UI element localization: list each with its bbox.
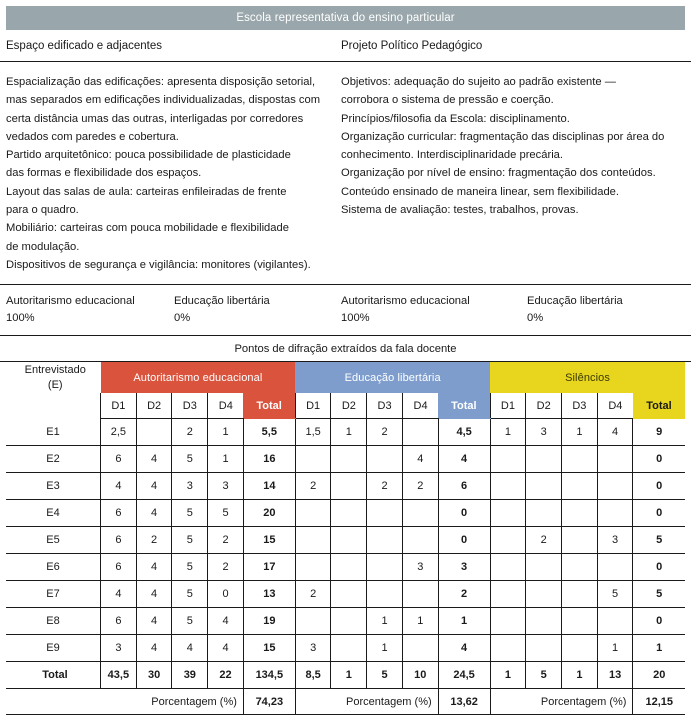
cell-e6-g2-d1 xyxy=(295,554,331,581)
cell-e9-g3-d2 xyxy=(526,635,562,662)
cell-e1-g1-d3: 2 xyxy=(172,419,208,446)
left-line: mas separados em edificações individualizadas, dispostas com xyxy=(6,94,321,107)
cell-e8-g1-d2: 4 xyxy=(136,608,172,635)
cell-e3-g2-d2 xyxy=(331,473,367,500)
cell-e9-g2-d3: 1 xyxy=(367,635,403,662)
table-row xyxy=(6,581,685,608)
left-line: Layout das salas de aula: carteiras enfileiradas de frente xyxy=(6,185,287,198)
cell-e1-g3-d4: 4 xyxy=(597,419,633,446)
cell-e5-g3-total: 5 xyxy=(633,527,685,554)
table-caption: Pontos de difração extraídos da fala docente xyxy=(0,336,691,362)
pct-value: 0% xyxy=(174,312,191,325)
cell-e8-g2-d2 xyxy=(331,608,367,635)
totals-row xyxy=(6,662,685,689)
percentage-value-1: 74,23 xyxy=(243,689,295,715)
table-row xyxy=(6,419,685,446)
cell-e8-g3-d4 xyxy=(597,608,633,635)
column-body-right xyxy=(341,73,685,274)
cell-e6-g3-d1 xyxy=(490,554,526,581)
row-header-label xyxy=(6,362,101,393)
pct-cell xyxy=(527,293,685,327)
cell-e4-g3-d3 xyxy=(562,500,598,527)
cell-e7-g2-d4 xyxy=(402,581,438,608)
cell-e7-g2-total: 2 xyxy=(438,581,490,608)
row-header-line1: Entrevistado xyxy=(24,363,86,376)
total-g2-d4: 10 xyxy=(402,662,438,689)
pct-cell xyxy=(6,293,174,327)
cell-e9-g2-d2 xyxy=(331,635,367,662)
cell-e1-g3-total: 9 xyxy=(633,419,685,446)
cell-e2-g2-d4: 4 xyxy=(402,446,438,473)
pct-label: Educação libertária xyxy=(527,295,623,308)
total-g3-d1: 1 xyxy=(490,662,526,689)
total-g2-d3: 5 xyxy=(367,662,403,689)
cell-e7-g1-d2: 4 xyxy=(136,581,172,608)
cell-e4-g3-total: 0 xyxy=(633,500,685,527)
sub-header-3-d1: D1 xyxy=(490,393,526,419)
total-g1-total: 134,5 xyxy=(243,662,295,689)
cell-e6-g1-d2: 4 xyxy=(136,554,172,581)
cell-e1-g2-d4 xyxy=(402,419,438,446)
table-row xyxy=(6,554,685,581)
cell-e1-g1-d1: 2,5 xyxy=(101,419,137,446)
total-g1-d2: 30 xyxy=(136,662,172,689)
cell-e3-g3-d4 xyxy=(597,473,633,500)
cell-e2-g1-d2: 4 xyxy=(136,446,172,473)
cell-e3-g1-d1: 4 xyxy=(101,473,137,500)
cell-e1-g3-d3: 1 xyxy=(562,419,598,446)
cell-e6-g3-total: 0 xyxy=(633,554,685,581)
table-row xyxy=(6,473,685,500)
row-label: E8 xyxy=(6,608,101,635)
cell-e2-g3-total: 0 xyxy=(633,446,685,473)
cell-e5-g3-d3 xyxy=(562,527,598,554)
cell-e7-g1-d3: 5 xyxy=(172,581,208,608)
left-line: Dispositivos de segurança e vigilância: monitores (vigilantes). xyxy=(6,258,311,271)
cell-e3-g3-d3 xyxy=(562,473,598,500)
figure-page xyxy=(0,6,691,728)
cell-e6-g1-total: 17 xyxy=(243,554,295,581)
cell-e9-g1-d2: 4 xyxy=(136,635,172,662)
left-line: das formas e flexibilidade dos espaços. xyxy=(6,167,202,180)
sub-header-2-d2: D2 xyxy=(331,393,367,419)
right-line: conhecimento. Interdisciplinaridade precária. xyxy=(341,149,564,162)
cell-e2-g2-d1 xyxy=(295,446,331,473)
total-g3-total: 20 xyxy=(633,662,685,689)
cell-e1-g3-d2: 3 xyxy=(526,419,562,446)
cell-e5-g1-d2: 2 xyxy=(136,527,172,554)
sub-header-3-total: Total xyxy=(633,393,685,419)
left-line: certa distância umas das outras, interligadas por corredores xyxy=(6,112,304,125)
pct-value: 100% xyxy=(341,312,370,325)
cell-e9-g1-d1: 3 xyxy=(101,635,137,662)
cell-e7-g2-d3 xyxy=(367,581,403,608)
row-label: E9 xyxy=(6,635,101,662)
sub-header-corner xyxy=(6,393,101,419)
cell-e2-g2-d2 xyxy=(331,446,367,473)
total-g1-d3: 39 xyxy=(172,662,208,689)
cell-e2-g1-d4: 1 xyxy=(208,446,244,473)
row-label: E4 xyxy=(6,500,101,527)
cell-e9-g1-d3: 4 xyxy=(172,635,208,662)
cell-e5-g1-d3: 5 xyxy=(172,527,208,554)
cell-e1-g3-d1: 1 xyxy=(490,419,526,446)
sub-header-1-d4: D4 xyxy=(208,393,244,419)
cell-e2-g3-d3 xyxy=(562,446,598,473)
cell-e5-g2-total: 0 xyxy=(438,527,490,554)
cell-e9-g2-d1: 3 xyxy=(295,635,331,662)
cell-e8-g3-d3 xyxy=(562,608,598,635)
cell-e6-g2-total: 3 xyxy=(438,554,490,581)
cell-e5-g1-total: 15 xyxy=(243,527,295,554)
cell-e6-g2-d4: 3 xyxy=(402,554,438,581)
cell-e2-g3-d1 xyxy=(490,446,526,473)
cell-e7-g2-d1: 2 xyxy=(295,581,331,608)
cell-e8-g1-d3: 5 xyxy=(172,608,208,635)
cell-e5-g1-d1: 6 xyxy=(101,527,137,554)
figure-title: Escola representativa do ensino particular xyxy=(236,12,455,24)
cell-e6-g2-d3 xyxy=(367,554,403,581)
cell-e4-g3-d1 xyxy=(490,500,526,527)
row-label: E6 xyxy=(6,554,101,581)
cell-e3-g1-total: 14 xyxy=(243,473,295,500)
table-row xyxy=(6,527,685,554)
cell-e9-g2-d4 xyxy=(402,635,438,662)
sub-header-3-d3: D3 xyxy=(562,393,598,419)
cell-e1-g2-d2: 1 xyxy=(331,419,367,446)
cell-e1-g2-d1: 1,5 xyxy=(295,419,331,446)
cell-e7-g1-d4: 0 xyxy=(208,581,244,608)
table-row xyxy=(6,446,685,473)
percentage-value-2: 13,62 xyxy=(438,689,490,715)
cell-e6-g3-d3 xyxy=(562,554,598,581)
cell-e5-g2-d2 xyxy=(331,527,367,554)
sub-header-1-total: Total xyxy=(243,393,295,419)
right-line: Conteúdo ensinado de maneira linear, sem flexibilidade. xyxy=(341,185,619,198)
total-g3-d4: 13 xyxy=(597,662,633,689)
column-body-left xyxy=(6,73,341,274)
column-bodies xyxy=(0,62,691,285)
cell-e8-g2-d3: 1 xyxy=(367,608,403,635)
cell-e9-g2-total: 4 xyxy=(438,635,490,662)
cell-e4-g2-d3 xyxy=(367,500,403,527)
cell-e2-g3-d2 xyxy=(526,446,562,473)
right-line: Organização por nível de ensino: fragmentação dos conteúdos. xyxy=(341,167,656,180)
row-label: E7 xyxy=(6,581,101,608)
table-row xyxy=(6,608,685,635)
left-line: Mobiliário: carteiras com pouca mobilidade e flexibilidade xyxy=(6,222,289,235)
cell-e2-g2-total: 4 xyxy=(438,446,490,473)
cell-e7-g3-d1 xyxy=(490,581,526,608)
left-line: Partido arquitetônico: pouca possibilidade de plasticidade xyxy=(6,149,291,162)
cell-e5-g3-d2: 2 xyxy=(526,527,562,554)
cell-e4-g2-d4 xyxy=(402,500,438,527)
cell-e7-g3-d4: 5 xyxy=(597,581,633,608)
total-g3-d3: 1 xyxy=(562,662,598,689)
percentage-label-3: Porcentagem (%) xyxy=(490,689,633,715)
cell-e5-g3-d1 xyxy=(490,527,526,554)
cell-e3-g1-d3: 3 xyxy=(172,473,208,500)
cell-e4-g1-total: 20 xyxy=(243,500,295,527)
sub-header-3-d4: D4 xyxy=(597,393,633,419)
row-header-line2: (E) xyxy=(47,378,63,391)
total-g1-d4: 22 xyxy=(208,662,244,689)
column-heading-right: Projeto Político Pedagógico xyxy=(341,40,483,52)
row-label: E5 xyxy=(6,527,101,554)
matrix-table-wrap xyxy=(0,362,691,715)
pct-label: Educação libertária xyxy=(174,295,270,308)
sub-header-3-d2: D2 xyxy=(526,393,562,419)
sub-header-2-d1: D1 xyxy=(295,393,331,419)
right-line: Organização curricular: fragmentação das disciplinas por área do xyxy=(341,130,665,143)
difraction-matrix-table xyxy=(6,362,685,715)
cell-e4-g2-total: 0 xyxy=(438,500,490,527)
sub-header-1-d1: D1 xyxy=(101,393,137,419)
cell-e1-g2-total: 4,5 xyxy=(438,419,490,446)
cell-e9-g3-d1 xyxy=(490,635,526,662)
cell-e3-g3-d2 xyxy=(526,473,562,500)
sub-header-1-d3: D3 xyxy=(172,393,208,419)
cell-e7-g2-d2 xyxy=(331,581,367,608)
group-header-3: Silêncios xyxy=(490,362,685,393)
left-line: de modulação. xyxy=(6,240,80,253)
row-label: E1 xyxy=(6,419,101,446)
cell-e6-g3-d4 xyxy=(597,554,633,581)
cell-e2-g1-d3: 5 xyxy=(172,446,208,473)
cell-e1-g1-total: 5,5 xyxy=(243,419,295,446)
cell-e9-g3-d4: 1 xyxy=(597,635,633,662)
sub-header-row xyxy=(6,393,685,419)
percentage-value-3: 12,15 xyxy=(633,689,685,715)
total-g2-d1: 8,5 xyxy=(295,662,331,689)
cell-e7-g3-d3 xyxy=(562,581,598,608)
cell-e9-g1-total: 15 xyxy=(243,635,295,662)
pct-cell xyxy=(174,293,341,327)
cell-e8-g3-d1 xyxy=(490,608,526,635)
cell-e8-g1-d1: 6 xyxy=(101,608,137,635)
pct-value: 0% xyxy=(527,312,544,325)
cell-e7-g3-d2 xyxy=(526,581,562,608)
cell-e3-g3-total: 0 xyxy=(633,473,685,500)
cell-e8-g3-total: 0 xyxy=(633,608,685,635)
right-line: Sistema de avaliação: testes, trabalhos, provas. xyxy=(341,204,579,217)
cell-e4-g2-d1 xyxy=(295,500,331,527)
cell-e5-g1-d4: 2 xyxy=(208,527,244,554)
cell-e3-g2-d1: 2 xyxy=(295,473,331,500)
table-row xyxy=(6,635,685,662)
cell-e6-g2-d2 xyxy=(331,554,367,581)
left-line: vedados com paredes e cobertura. xyxy=(6,130,179,143)
cell-e6-g1-d1: 6 xyxy=(101,554,137,581)
cell-e4-g1-d3: 5 xyxy=(172,500,208,527)
right-line: Objetivos: adequação do sujeito ao padrão existente — xyxy=(341,76,616,88)
pct-value: 100% xyxy=(6,312,35,325)
cell-e2-g1-total: 16 xyxy=(243,446,295,473)
cell-e1-g2-d3: 2 xyxy=(367,419,403,446)
cell-e5-g2-d1 xyxy=(295,527,331,554)
cell-e5-g2-d3 xyxy=(367,527,403,554)
total-g3-d2: 5 xyxy=(526,662,562,689)
total-g2-d2: 1 xyxy=(331,662,367,689)
group-header-row xyxy=(6,362,685,393)
figure-title-band xyxy=(6,6,685,30)
cell-e5-g2-d4 xyxy=(402,527,438,554)
sub-header-2-d3: D3 xyxy=(367,393,403,419)
cell-e1-g1-d4: 1 xyxy=(208,419,244,446)
row-label: E3 xyxy=(6,473,101,500)
sub-header-1-d2: D2 xyxy=(136,393,172,419)
cell-e8-g2-d1 xyxy=(295,608,331,635)
cell-e3-g1-d2: 4 xyxy=(136,473,172,500)
cell-e4-g3-d2 xyxy=(526,500,562,527)
totals-row-label: Total xyxy=(6,662,101,689)
pct-label: Autoritarismo educacional xyxy=(6,295,135,308)
percentage-strip xyxy=(0,285,691,336)
cell-e4-g1-d2: 4 xyxy=(136,500,172,527)
pct-label: Autoritarismo educacional xyxy=(341,295,470,308)
table-row xyxy=(6,500,685,527)
cell-e9-g3-d3 xyxy=(562,635,598,662)
cell-e2-g1-d1: 6 xyxy=(101,446,137,473)
cell-e3-g2-d3: 2 xyxy=(367,473,403,500)
cell-e8-g3-d2 xyxy=(526,608,562,635)
total-g2-total: 24,5 xyxy=(438,662,490,689)
cell-e8-g1-d4: 4 xyxy=(208,608,244,635)
column-headings xyxy=(0,30,691,62)
cell-e6-g3-d2 xyxy=(526,554,562,581)
right-line: corrobora o sistema de pressão e coerção. xyxy=(341,94,554,107)
left-line: Espacialização das edificações: apresenta disposição setorial, xyxy=(6,76,316,88)
cell-e4-g2-d2 xyxy=(331,500,367,527)
cell-e3-g1-d4: 3 xyxy=(208,473,244,500)
cell-e7-g1-total: 13 xyxy=(243,581,295,608)
cell-e1-g1-d2 xyxy=(136,419,172,446)
cell-e3-g2-d4: 2 xyxy=(402,473,438,500)
cell-e8-g2-total: 1 xyxy=(438,608,490,635)
total-g1-d1: 43,5 xyxy=(101,662,137,689)
cell-e8-g2-d4: 1 xyxy=(402,608,438,635)
percentage-label-1: Porcentagem (%) xyxy=(6,689,243,715)
pct-cell xyxy=(341,293,527,327)
percentage-row xyxy=(6,689,685,715)
sub-header-2-total: Total xyxy=(438,393,490,419)
cell-e9-g1-d4: 4 xyxy=(208,635,244,662)
cell-e4-g1-d1: 6 xyxy=(101,500,137,527)
cell-e6-g1-d4: 2 xyxy=(208,554,244,581)
cell-e2-g3-d4 xyxy=(597,446,633,473)
cell-e3-g2-total: 6 xyxy=(438,473,490,500)
cell-e7-g1-d1: 4 xyxy=(101,581,137,608)
cell-e2-g2-d3 xyxy=(367,446,403,473)
right-line: Princípios/filosofia da Escola: disciplinamento. xyxy=(341,112,570,125)
group-header-1: Autoritarismo educacional xyxy=(101,362,296,393)
column-heading-left: Espaço edificado e adjacentes xyxy=(6,40,162,52)
cell-e3-g3-d1 xyxy=(490,473,526,500)
cell-e5-g3-d4: 3 xyxy=(597,527,633,554)
sub-header-2-d4: D4 xyxy=(402,393,438,419)
cell-e4-g3-d4 xyxy=(597,500,633,527)
group-header-2: Educação libertária xyxy=(295,362,490,393)
cell-e8-g1-total: 19 xyxy=(243,608,295,635)
percentage-label-2: Porcentagem (%) xyxy=(295,689,438,715)
cell-e9-g3-total: 1 xyxy=(633,635,685,662)
row-label: E2 xyxy=(6,446,101,473)
cell-e4-g1-d4: 5 xyxy=(208,500,244,527)
cell-e7-g3-total: 5 xyxy=(633,581,685,608)
cell-e6-g1-d3: 5 xyxy=(172,554,208,581)
left-line: para o quadro. xyxy=(6,204,79,217)
